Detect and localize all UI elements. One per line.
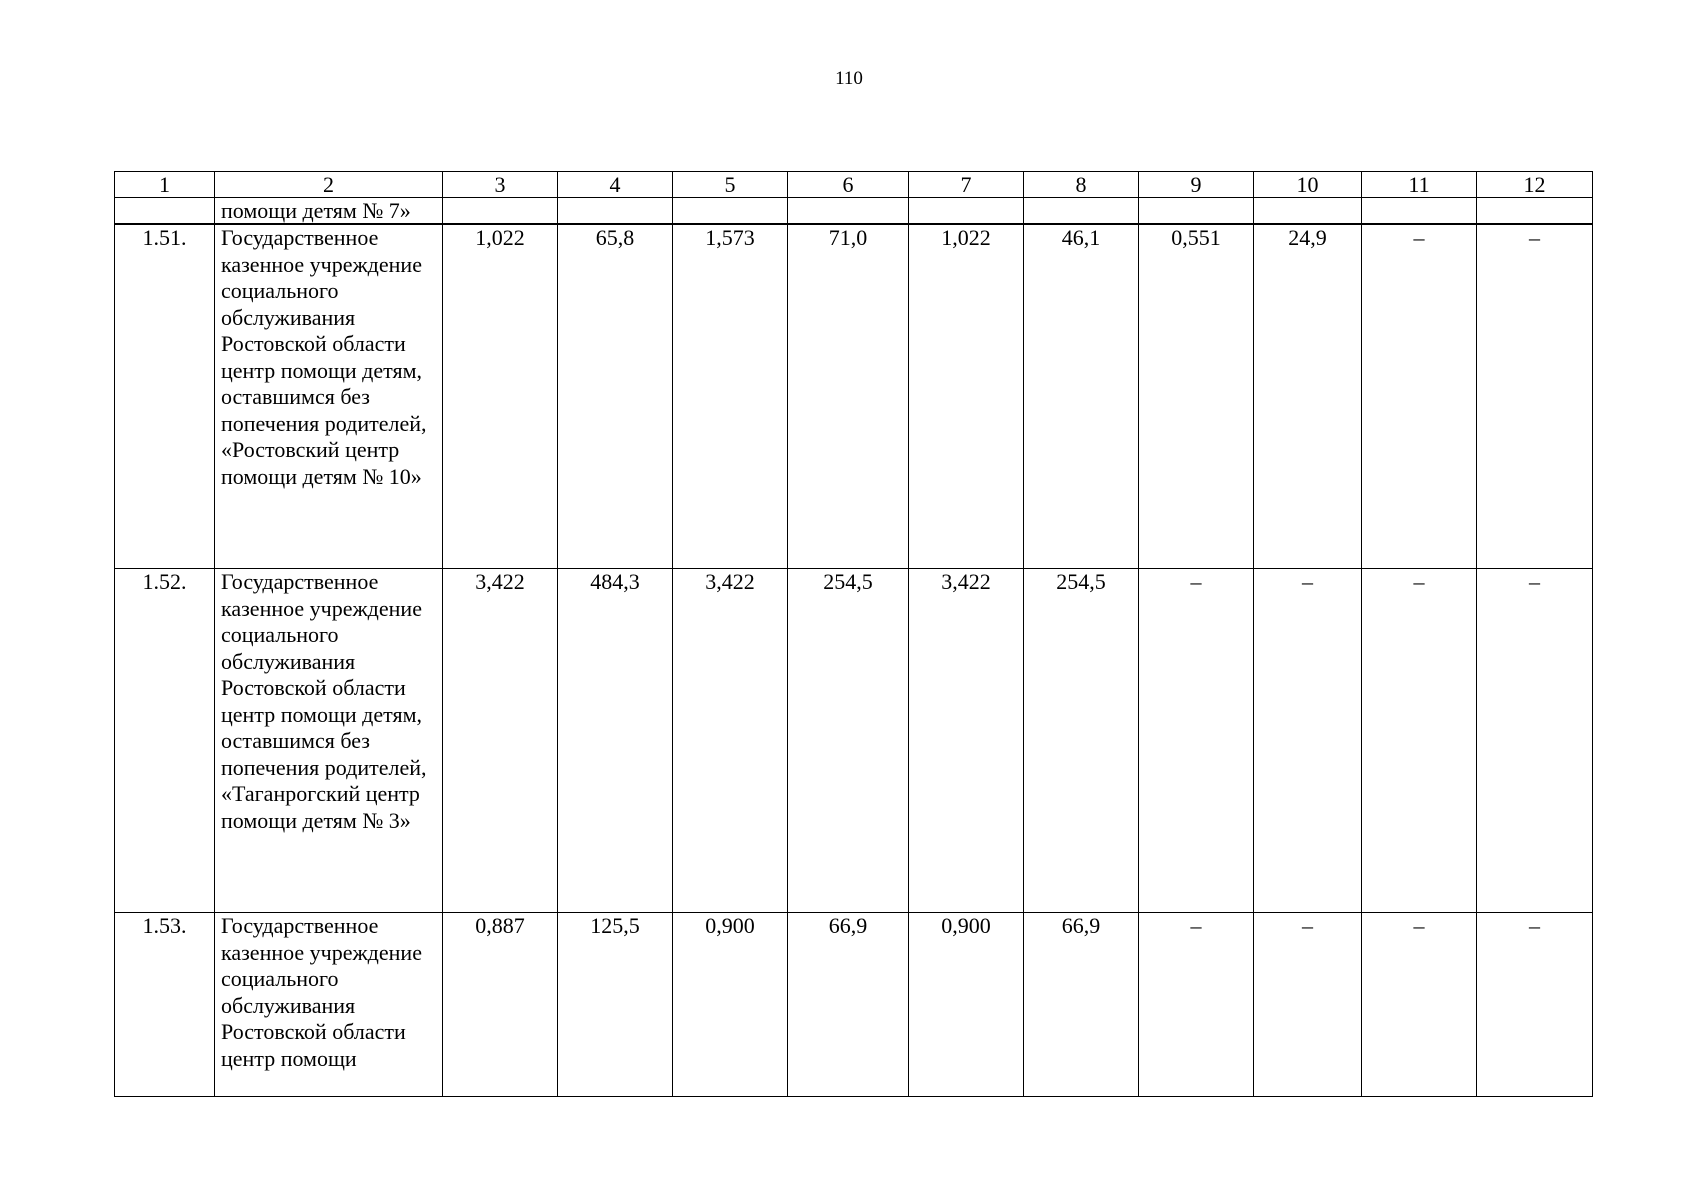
value-cell: 66,9 — [788, 913, 909, 1097]
value-cell: – — [1254, 569, 1362, 913]
table-cell — [1024, 198, 1139, 225]
data-table — [114, 171, 1593, 1097]
table-cell — [115, 198, 215, 225]
header-cell: 3 — [443, 172, 558, 198]
page-number: 110 — [835, 68, 863, 89]
header-cell: 5 — [673, 172, 788, 198]
row-name: Государственное казенное учреждение социального обслуживания Ростовской области центр помощи — [215, 913, 443, 1097]
value-cell: 0,900 — [909, 913, 1024, 1097]
row-id: 1.53. — [115, 913, 215, 1097]
value-cell: 3,422 — [443, 569, 558, 913]
value-cell: 484,3 — [558, 569, 673, 913]
value-cell: – — [1139, 569, 1254, 913]
value-cell: 24,9 — [1254, 224, 1362, 569]
value-cell: 65,8 — [558, 224, 673, 569]
header-cell: 8 — [1024, 172, 1139, 198]
value-cell: 71,0 — [788, 224, 909, 569]
table-row — [115, 224, 1593, 569]
header-cell: 9 — [1139, 172, 1254, 198]
value-cell: 254,5 — [788, 569, 909, 913]
row-name: Государственное казенное учреждение социального обслуживания Ростовской области центр помощи детям, оставшимся без попечения родителей, «Ростовский центр помощи детям № 10» — [215, 224, 443, 569]
value-cell: 1,022 — [443, 224, 558, 569]
table-cell — [788, 198, 909, 225]
table-cell — [1254, 198, 1362, 225]
value-cell: – — [1362, 913, 1477, 1097]
value-cell: 0,551 — [1139, 224, 1254, 569]
header-row — [115, 172, 1593, 198]
row-name: Государственное казенное учреждение социального обслуживания Ростовской области центр помощи детям, оставшимся без попечения родителей, «Таганрогский центр помощи детям № 3» — [215, 569, 443, 913]
continuation-row — [115, 198, 1593, 225]
table-cell — [1477, 198, 1593, 225]
table-row — [115, 569, 1593, 913]
header-cell: 2 — [215, 172, 443, 198]
table-cell — [1139, 198, 1254, 225]
value-cell: 3,422 — [909, 569, 1024, 913]
value-cell: 0,887 — [443, 913, 558, 1097]
value-cell: – — [1477, 913, 1593, 1097]
header-cell: 12 — [1477, 172, 1593, 198]
value-cell: – — [1139, 913, 1254, 1097]
value-cell: – — [1477, 569, 1593, 913]
value-cell: – — [1477, 224, 1593, 569]
value-cell: – — [1254, 913, 1362, 1097]
header-cell: 1 — [115, 172, 215, 198]
value-cell: 46,1 — [1024, 224, 1139, 569]
header-cell: 4 — [558, 172, 673, 198]
table-cell — [909, 198, 1024, 225]
value-cell: – — [1362, 224, 1477, 569]
value-cell: 1,022 — [909, 224, 1024, 569]
table-cell — [673, 198, 788, 225]
value-cell: 125,5 — [558, 913, 673, 1097]
header-cell: 10 — [1254, 172, 1362, 198]
table-row — [115, 913, 1593, 1097]
table-cell — [443, 198, 558, 225]
value-cell: 254,5 — [1024, 569, 1139, 913]
table-cell — [558, 198, 673, 225]
value-cell: 3,422 — [673, 569, 788, 913]
continuation-name: помощи детям № 7» — [215, 198, 443, 225]
header-cell: 7 — [909, 172, 1024, 198]
row-id: 1.52. — [115, 569, 215, 913]
value-cell: – — [1362, 569, 1477, 913]
value-cell: 1,573 — [673, 224, 788, 569]
table-cell — [1362, 198, 1477, 225]
header-cell: 11 — [1362, 172, 1477, 198]
header-cell: 6 — [788, 172, 909, 198]
value-cell: 0,900 — [673, 913, 788, 1097]
row-id: 1.51. — [115, 224, 215, 569]
value-cell: 66,9 — [1024, 913, 1139, 1097]
